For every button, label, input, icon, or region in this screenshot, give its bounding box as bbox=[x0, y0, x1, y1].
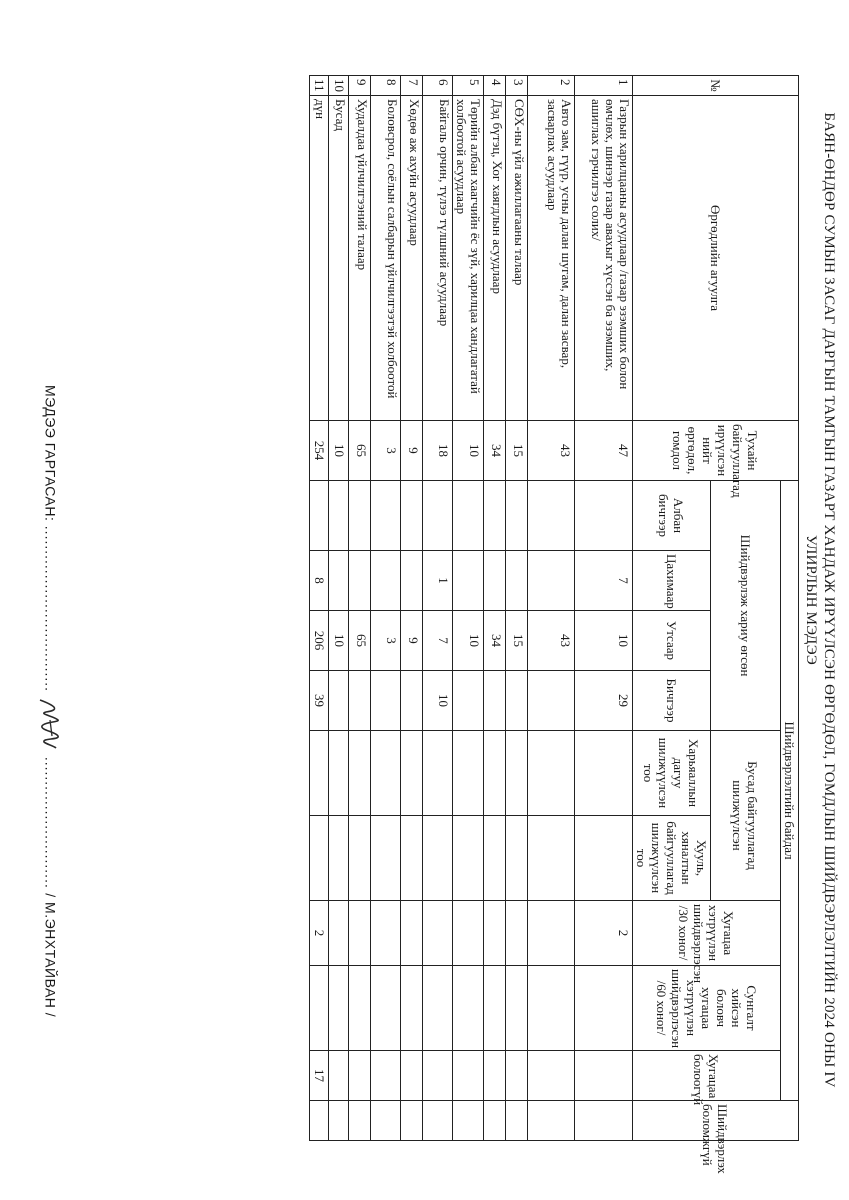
cell-d30 bbox=[484, 901, 506, 966]
cell-electronic bbox=[349, 551, 371, 611]
cell-electronic bbox=[401, 551, 423, 611]
cell-overdue: 17 bbox=[310, 1051, 329, 1101]
cell-official bbox=[310, 481, 329, 551]
cell-topic: Бусад bbox=[329, 96, 349, 421]
header-law-org: Хууль, хяналтын байгууллагад шилжүүлсэн тоо bbox=[633, 816, 711, 901]
cell-electronic bbox=[453, 551, 484, 611]
table-row bbox=[401, 76, 423, 1141]
cell-official bbox=[506, 481, 528, 551]
cell-verbal: 10 bbox=[575, 611, 633, 671]
table-row bbox=[349, 76, 371, 1141]
cell-written bbox=[349, 671, 371, 731]
header-no: № bbox=[633, 76, 799, 96]
header-topic: Өргөдлийн агуулга bbox=[633, 96, 799, 421]
cell-official bbox=[329, 481, 349, 551]
cell-written: 29 bbox=[575, 671, 633, 731]
cell-d30 bbox=[528, 901, 575, 966]
cell-verbal: 34 bbox=[484, 611, 506, 671]
header-official-letter: Албан бичгээр bbox=[633, 481, 711, 551]
cell-electronic: 1 bbox=[423, 551, 453, 611]
cell-written bbox=[401, 671, 423, 731]
cell-topic: Авто зам, гүүр, усны далан шугам, далан засвар, засварлах асуудлаар bbox=[528, 96, 575, 421]
cell-d60 bbox=[575, 966, 633, 1051]
cell-jurisdiction bbox=[506, 731, 528, 816]
cell-impossible bbox=[329, 1101, 349, 1141]
cell-verbal: 10 bbox=[329, 611, 349, 671]
cell-d60 bbox=[453, 966, 484, 1051]
header-electronic: Цахимаар bbox=[633, 551, 711, 611]
cell-electronic bbox=[506, 551, 528, 611]
cell-official bbox=[453, 481, 484, 551]
cell-d60 bbox=[329, 966, 349, 1051]
cell-written bbox=[371, 671, 401, 731]
cell-overdue bbox=[506, 1051, 528, 1101]
prepared-label: МЭДЭЭ ГАРГАСАН: bbox=[42, 385, 59, 522]
cell-d30 bbox=[329, 901, 349, 966]
table-body bbox=[310, 76, 633, 1141]
table-row bbox=[484, 76, 506, 1141]
cell-impossible bbox=[506, 1101, 528, 1141]
cell-overdue bbox=[371, 1051, 401, 1101]
cell-electronic bbox=[528, 551, 575, 611]
cell-d30 bbox=[506, 901, 528, 966]
cell-jurisdiction bbox=[310, 731, 329, 816]
signature-dots-right: ........................... bbox=[42, 756, 59, 889]
cell-official bbox=[528, 481, 575, 551]
cell-d30: 2 bbox=[310, 901, 329, 966]
cell-received: 18 bbox=[423, 421, 453, 481]
cell-law-org bbox=[371, 816, 401, 901]
cell-electronic: 7 bbox=[575, 551, 633, 611]
cell-verbal: 15 bbox=[506, 611, 528, 671]
cell-topic: Хөдөө аж ахуйн асуудлаар bbox=[401, 96, 423, 421]
cell-official bbox=[484, 481, 506, 551]
cell-electronic bbox=[329, 551, 349, 611]
cell-written bbox=[506, 671, 528, 731]
cell-no: 2 bbox=[528, 76, 575, 96]
cell-d30: 2 bbox=[575, 901, 633, 966]
report-subtitle: УЛИРЛЫН МЭДЭЭ bbox=[803, 535, 819, 665]
header-resolved-group: Шийдвэрлэж хариу өгсөн bbox=[711, 481, 781, 731]
cell-verbal: 65 bbox=[349, 611, 371, 671]
header-jurisdiction: Харьяаллын дагуу шилжүүлсэн тоо bbox=[633, 731, 711, 816]
cell-d60 bbox=[506, 966, 528, 1051]
cell-d30 bbox=[423, 901, 453, 966]
cell-topic: дүн bbox=[310, 96, 329, 421]
table-row bbox=[423, 76, 453, 1141]
cell-impossible bbox=[349, 1101, 371, 1141]
cell-verbal: 9 bbox=[401, 611, 423, 671]
cell-jurisdiction bbox=[423, 731, 453, 816]
cell-overdue bbox=[484, 1051, 506, 1101]
header-impossible: Шийдвэрлэх боломжгүй bbox=[633, 1101, 799, 1141]
table-row bbox=[528, 76, 575, 1141]
table-row bbox=[575, 76, 633, 1141]
cell-electronic: 8 bbox=[310, 551, 329, 611]
table-row bbox=[453, 76, 484, 1141]
cell-official bbox=[423, 481, 453, 551]
cell-impossible bbox=[484, 1101, 506, 1141]
cell-no: 6 bbox=[423, 76, 453, 96]
cell-received: 65 bbox=[349, 421, 371, 481]
cell-electronic bbox=[371, 551, 401, 611]
cell-received: 34 bbox=[484, 421, 506, 481]
cell-d30 bbox=[349, 901, 371, 966]
cell-received: 254 bbox=[310, 421, 329, 481]
cell-d30 bbox=[453, 901, 484, 966]
cell-written: 10 bbox=[423, 671, 453, 731]
cell-written bbox=[528, 671, 575, 731]
header-other-org-group: Бусад байгууллагад шилжүүлсэн bbox=[711, 731, 781, 901]
cell-overdue bbox=[453, 1051, 484, 1101]
cell-impossible bbox=[310, 1101, 329, 1141]
cell-d60 bbox=[371, 966, 401, 1051]
cell-topic: Байгаль орчин, түлээ түлшний асуудлаар bbox=[423, 96, 453, 421]
cell-verbal: 3 bbox=[371, 611, 401, 671]
header-deadline-30: Хугацаа хэтрүүлэн шийдвэрлэсэн /30 хоног/ bbox=[633, 901, 781, 966]
cell-d60 bbox=[349, 966, 371, 1051]
complaints-table bbox=[309, 75, 799, 1174]
cell-d60 bbox=[484, 966, 506, 1051]
cell-jurisdiction bbox=[349, 731, 371, 816]
cell-impossible bbox=[401, 1101, 423, 1141]
header-written: Бичгээр bbox=[633, 671, 711, 731]
cell-d30 bbox=[401, 901, 423, 966]
cell-law-org bbox=[401, 816, 423, 901]
cell-received: 15 bbox=[506, 421, 528, 481]
header-received: Тухайн байгууллагад ирүүлсэн нийт өргөдөл, гомдол bbox=[633, 421, 799, 481]
header-verbal: Утсаар bbox=[633, 611, 711, 671]
header-overdue: Хугацаа болоогүй bbox=[633, 1051, 781, 1101]
cell-no: 3 bbox=[506, 76, 528, 96]
table-row bbox=[310, 76, 329, 1141]
cell-verbal: 10 bbox=[453, 611, 484, 671]
cell-law-org bbox=[528, 816, 575, 901]
cell-impossible bbox=[575, 1101, 633, 1141]
cell-jurisdiction bbox=[453, 731, 484, 816]
report-title: БАЯН-ӨНДӨР СУМЫН ЗАСАГ ДАРГЫН ТАМГЫН ГАЗАРТ ХАНДАЖ ИРҮҮЛСЭН ӨРГӨДӨЛ, ГОМДЛЫН ШИЙДВЭРЛЭЛТИЙН 2024 ОНЫ IV bbox=[821, 112, 837, 1088]
cell-topic: Дэд бүтэц, Хог хаягдлын асуудлаар bbox=[484, 96, 506, 421]
cell-written bbox=[329, 671, 349, 731]
cell-no: 7 bbox=[401, 76, 423, 96]
signer-name: / М.ЭНХТАЙВАН / bbox=[42, 893, 59, 1018]
cell-topic: Боловсрол, соёлын салбарын үйлчилгээтэй холбоотой bbox=[371, 96, 401, 421]
signature-dots-left: .................................. bbox=[42, 525, 59, 693]
cell-topic: Газрын харилцааны асуудлаар /газар эзэмших болон өмчлөх, шинээр газар авахыг хүссэн ба эзэмших, ашиглах гэрчилгээ солих/ bbox=[575, 96, 633, 421]
cell-law-org bbox=[329, 816, 349, 901]
cell-written bbox=[453, 671, 484, 731]
header-extended-60: Сунгалт хийсэн боловч хугацаа хэтрүүлэн шийдвэрлэсэн /60 хоног/ bbox=[633, 966, 781, 1051]
cell-no: 11 bbox=[310, 76, 329, 96]
cell-received: 3 bbox=[371, 421, 401, 481]
cell-d60 bbox=[401, 966, 423, 1051]
cell-impossible bbox=[423, 1101, 453, 1141]
cell-topic: Төрийн албан хаагчийн ёс зүй, харилцаа хандлагатай холбоотой асуудлаар bbox=[453, 96, 484, 421]
table-row bbox=[506, 76, 528, 1141]
cell-written: 39 bbox=[310, 671, 329, 731]
cell-law-org bbox=[575, 816, 633, 901]
header-status-group: Шийдвэрлэлтийн байдал bbox=[781, 481, 799, 1101]
cell-law-org bbox=[423, 816, 453, 901]
cell-topic: СӨХ-ны үйл ажиллагааны талаар bbox=[506, 96, 528, 421]
cell-received: 10 bbox=[453, 421, 484, 481]
cell-jurisdiction bbox=[528, 731, 575, 816]
cell-overdue bbox=[401, 1051, 423, 1101]
cell-jurisdiction bbox=[484, 731, 506, 816]
cell-jurisdiction bbox=[401, 731, 423, 816]
cell-electronic bbox=[484, 551, 506, 611]
cell-d30 bbox=[371, 901, 401, 966]
cell-received: 47 bbox=[575, 421, 633, 481]
cell-overdue bbox=[329, 1051, 349, 1101]
cell-official bbox=[349, 481, 371, 551]
cell-no: 8 bbox=[371, 76, 401, 96]
cell-no: 5 bbox=[453, 76, 484, 96]
signature-icon bbox=[34, 696, 64, 752]
cell-law-org bbox=[453, 816, 484, 901]
cell-verbal: 7 bbox=[423, 611, 453, 671]
cell-d60 bbox=[423, 966, 453, 1051]
cell-overdue bbox=[423, 1051, 453, 1101]
cell-jurisdiction bbox=[371, 731, 401, 816]
cell-jurisdiction bbox=[575, 731, 633, 816]
cell-law-org bbox=[349, 816, 371, 901]
cell-law-org bbox=[484, 816, 506, 901]
cell-jurisdiction bbox=[329, 731, 349, 816]
cell-overdue bbox=[528, 1051, 575, 1101]
table-row bbox=[329, 76, 349, 1141]
cell-law-org bbox=[506, 816, 528, 901]
cell-received: 9 bbox=[401, 421, 423, 481]
cell-official bbox=[371, 481, 401, 551]
cell-impossible bbox=[528, 1101, 575, 1141]
cell-d60 bbox=[310, 966, 329, 1051]
cell-overdue bbox=[575, 1051, 633, 1101]
cell-topic: Худалдаа үйлчилгээний талаар bbox=[349, 96, 371, 421]
cell-no: 9 bbox=[349, 76, 371, 96]
cell-impossible bbox=[371, 1101, 401, 1141]
table-row bbox=[371, 76, 401, 1141]
cell-written bbox=[484, 671, 506, 731]
cell-no: 4 bbox=[484, 76, 506, 96]
cell-received: 43 bbox=[528, 421, 575, 481]
footer bbox=[34, 385, 64, 1017]
cell-overdue bbox=[349, 1051, 371, 1101]
cell-official bbox=[401, 481, 423, 551]
cell-no: 10 bbox=[329, 76, 349, 96]
cell-d60 bbox=[528, 966, 575, 1051]
cell-law-org bbox=[310, 816, 329, 901]
cell-verbal: 43 bbox=[528, 611, 575, 671]
cell-verbal: 206 bbox=[310, 611, 329, 671]
cell-no: 1 bbox=[575, 76, 633, 96]
cell-received: 10 bbox=[329, 421, 349, 481]
cell-impossible bbox=[453, 1101, 484, 1141]
cell-official bbox=[575, 481, 633, 551]
